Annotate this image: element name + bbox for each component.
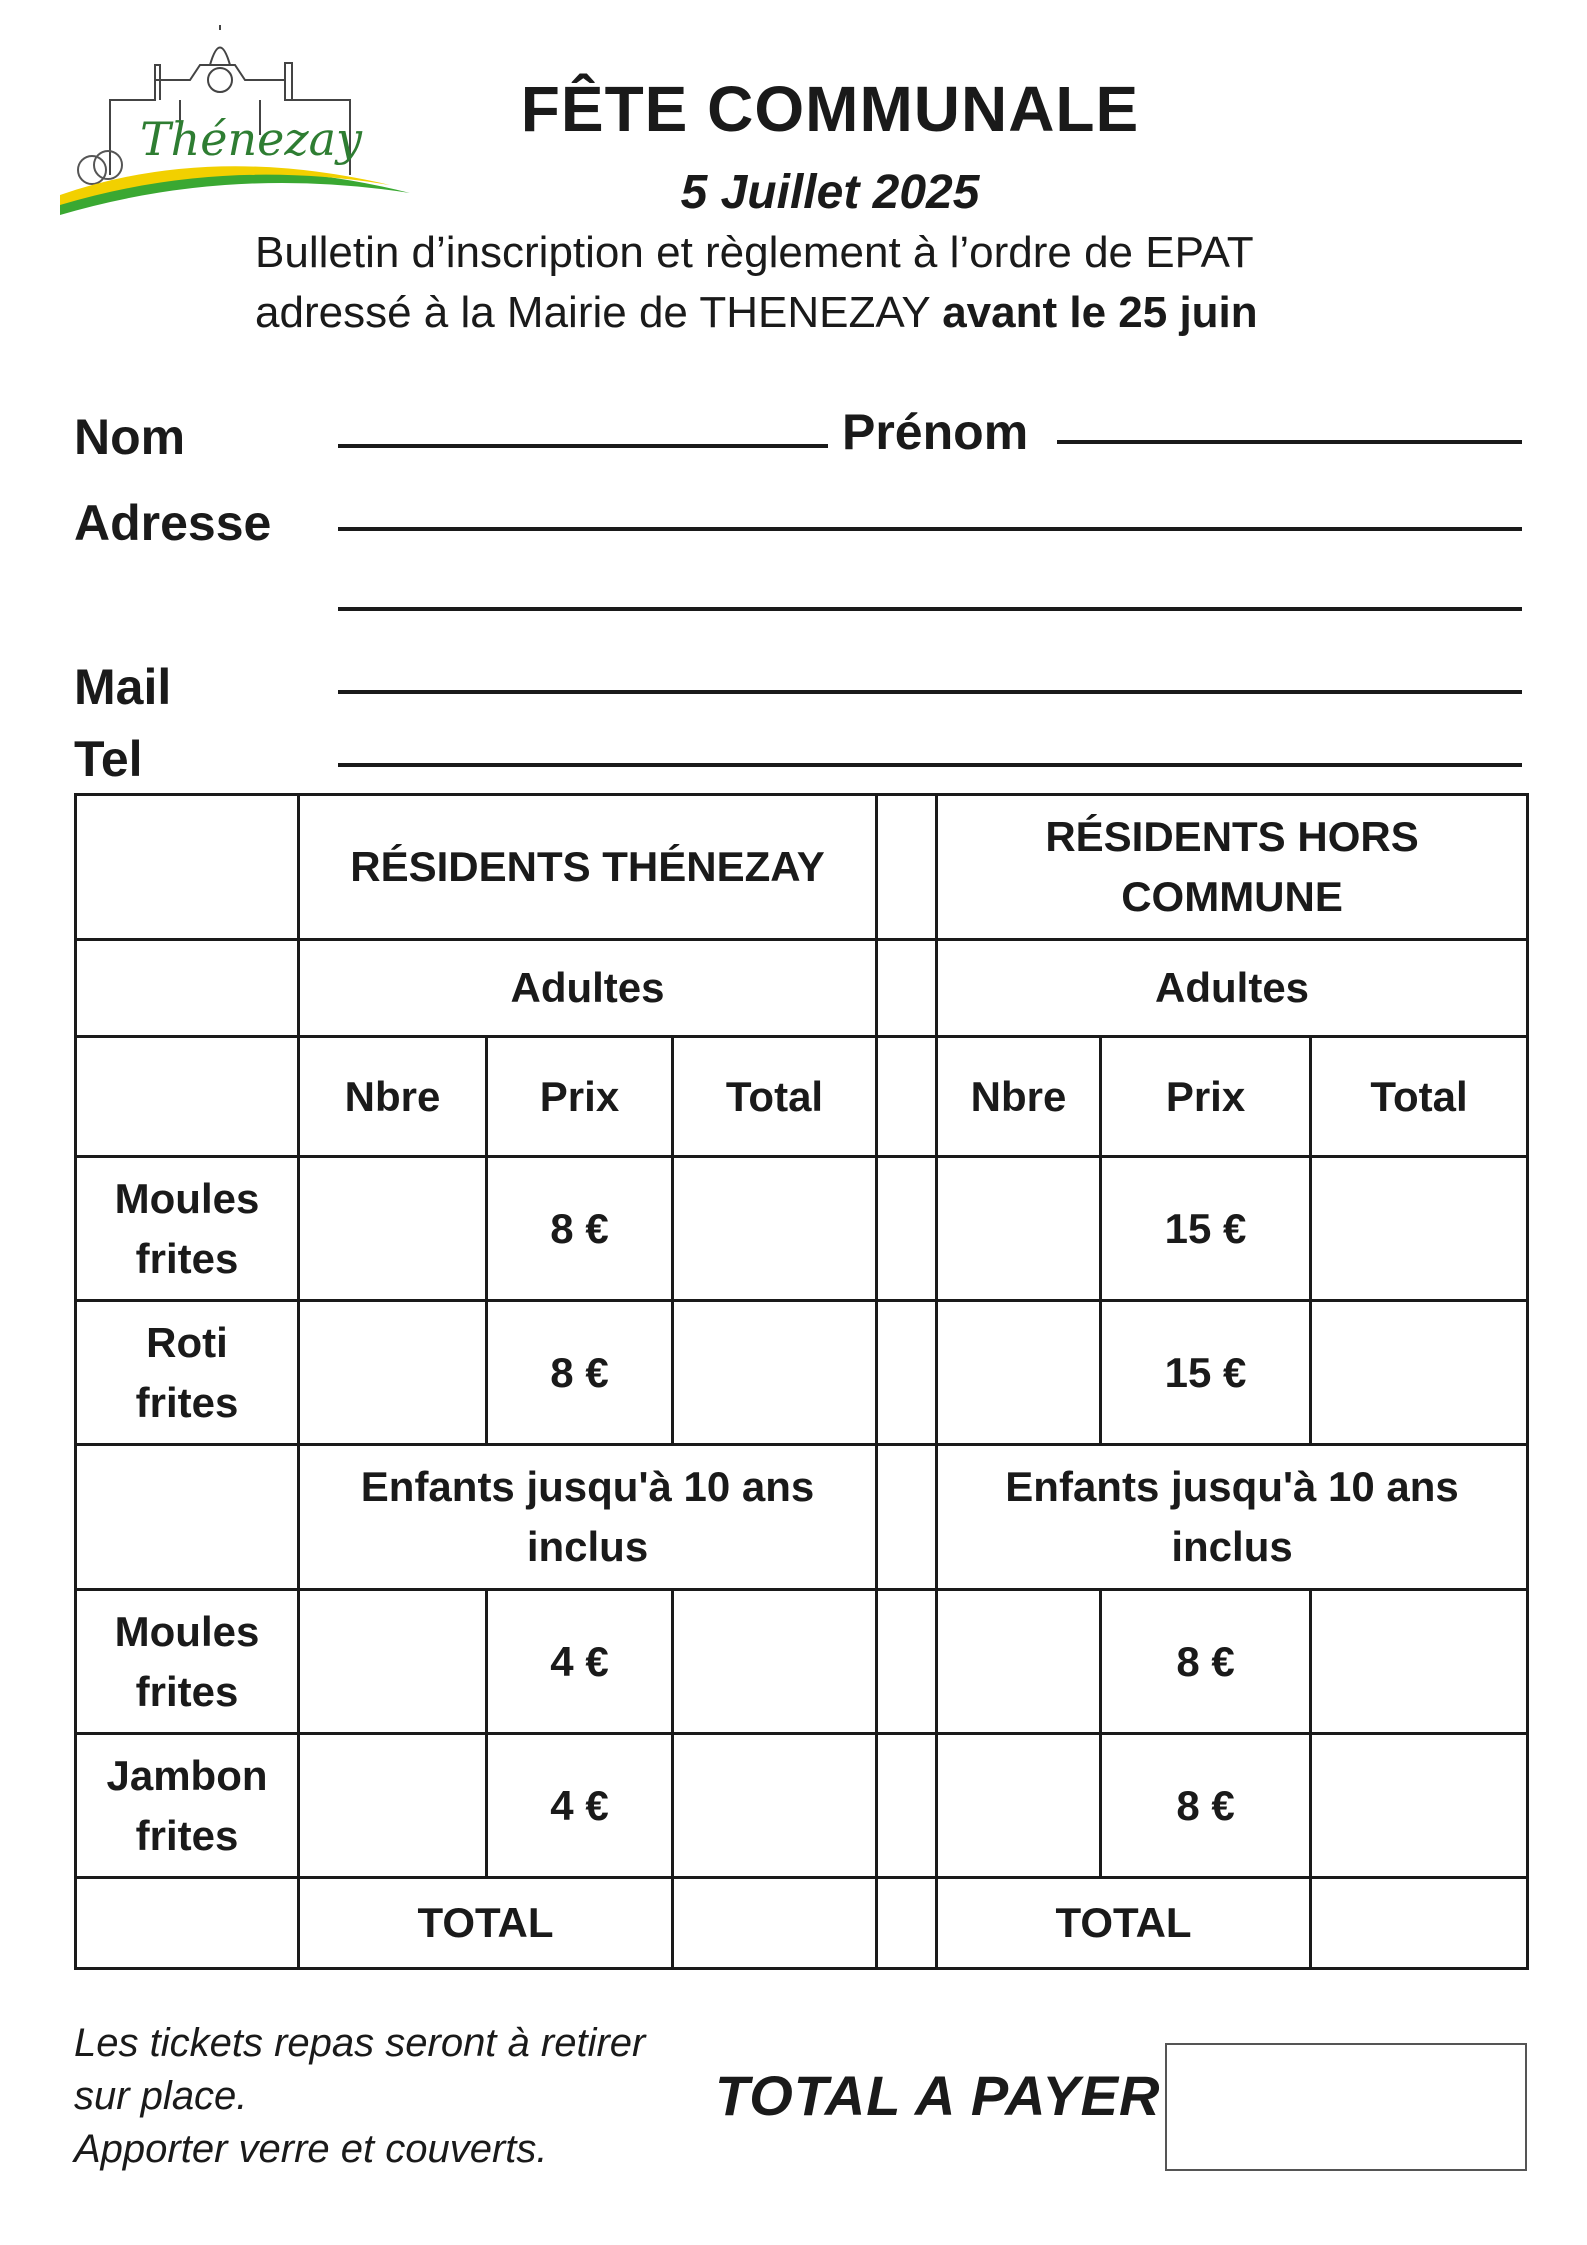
adresse-field-1[interactable] [338, 527, 1522, 531]
tel-field[interactable] [338, 763, 1522, 767]
blank-cell [76, 795, 299, 940]
total-a-payer-label: TOTAL A PAYER [715, 2064, 1161, 2127]
total-input[interactable] [673, 1734, 877, 1878]
deadline: avant le 25 juin [942, 288, 1258, 337]
nbre-input[interactable] [299, 1734, 487, 1878]
subtitle-line-2 [255, 288, 1405, 338]
col-total-hors: Total [1311, 1037, 1528, 1157]
subtitle-line-1: Bulletin d’inscription et règlement à l’ordre de EPAT [255, 228, 1254, 277]
enfants-header-res: Enfants jusqu'à 10 ans inclus [299, 1445, 877, 1590]
row-label: Jambon frites [76, 1734, 299, 1878]
logo-text: Thénezay [140, 112, 363, 166]
note-line-2: sur place. [74, 2074, 248, 2118]
grand-total-res-input[interactable] [673, 1878, 877, 1969]
row-label: Roti frites [76, 1301, 299, 1445]
prenom-label: Prénom [842, 404, 1029, 460]
total-input[interactable] [673, 1301, 877, 1445]
prix-cell: 8 € [487, 1157, 673, 1301]
adresse-label: Adresse [74, 495, 272, 551]
event-date: 5 Juillet 2025 [680, 166, 980, 219]
col-nbre-res: Nbre [299, 1037, 487, 1157]
prix-cell: 15 € [1101, 1157, 1311, 1301]
residents-header: RÉSIDENTS THÉNEZAY [299, 795, 877, 940]
spacer-cell [877, 940, 937, 1037]
total-input[interactable] [1311, 1157, 1528, 1301]
nbre-input[interactable] [299, 1157, 487, 1301]
nom-label: Nom [74, 409, 186, 465]
prix-cell: 8 € [1101, 1590, 1311, 1734]
blank-cell [76, 1445, 299, 1590]
spacer-cell [877, 1878, 937, 1969]
note-line-3: Apporter verre et couverts. [74, 2127, 548, 2171]
blank-cell [76, 940, 299, 1037]
row-label: Moules frites [76, 1590, 299, 1734]
total-a-payer-box[interactable] [1165, 2043, 1527, 2171]
adultes-header-hors: Adultes [937, 940, 1528, 1037]
row-label: Moules frites [76, 1157, 299, 1301]
total-input[interactable] [673, 1590, 877, 1734]
col-total-res: Total [673, 1037, 877, 1157]
spacer-cell [877, 1445, 937, 1590]
enfants-header-hors: Enfants jusqu'à 10 ans inclus [937, 1445, 1528, 1590]
adresse-field-2[interactable] [338, 607, 1522, 611]
nbre-input[interactable] [937, 1157, 1101, 1301]
thenezay-logo [60, 25, 420, 220]
adultes-header-res: Adultes [299, 940, 877, 1037]
total-label-res: TOTAL [299, 1878, 673, 1969]
footer-note [74, 2017, 774, 2176]
nbre-input[interactable] [937, 1590, 1101, 1734]
prix-cell: 8 € [1101, 1734, 1311, 1878]
hors-commune-header: RÉSIDENTS HORS COMMUNE [937, 795, 1528, 940]
prix-cell: 4 € [487, 1734, 673, 1878]
order-table [74, 793, 1529, 1970]
grand-total-hors-input[interactable] [1311, 1878, 1528, 1969]
mail-label: Mail [74, 659, 172, 715]
nbre-input[interactable] [299, 1590, 487, 1734]
total-input[interactable] [1311, 1734, 1528, 1878]
note-line-1: Les tickets repas seront à retirer [74, 2021, 646, 2065]
nom-field[interactable] [338, 444, 828, 448]
prix-cell: 8 € [487, 1301, 673, 1445]
total-input[interactable] [1311, 1590, 1528, 1734]
col-prix-hors: Prix [1101, 1037, 1311, 1157]
blank-cell [76, 1037, 299, 1157]
total-label-hors: TOTAL [937, 1878, 1311, 1969]
spacer-cell [877, 1037, 937, 1157]
spacer-cell [877, 1734, 937, 1878]
nbre-input[interactable] [937, 1734, 1101, 1878]
prix-cell: 15 € [1101, 1301, 1311, 1445]
spacer-cell [877, 1590, 937, 1734]
total-input[interactable] [673, 1157, 877, 1301]
prix-cell: 4 € [487, 1590, 673, 1734]
blank-cell [76, 1878, 299, 1969]
spacer-cell [877, 795, 937, 940]
prenom-field[interactable] [1057, 440, 1522, 444]
nbre-input[interactable] [937, 1301, 1101, 1445]
col-prix-res: Prix [487, 1037, 673, 1157]
col-nbre-hors: Nbre [937, 1037, 1101, 1157]
total-input[interactable] [1311, 1301, 1528, 1445]
subtitle-line-2-plain: adressé à la Mairie de THENEZAY [255, 288, 943, 337]
page-title: FÊTE COMMUNALE [520, 73, 1140, 145]
spacer-cell [877, 1301, 937, 1445]
mail-field[interactable] [338, 690, 1522, 694]
nbre-input[interactable] [299, 1301, 487, 1445]
tel-label: Tel [74, 731, 143, 787]
spacer-cell [877, 1157, 937, 1301]
